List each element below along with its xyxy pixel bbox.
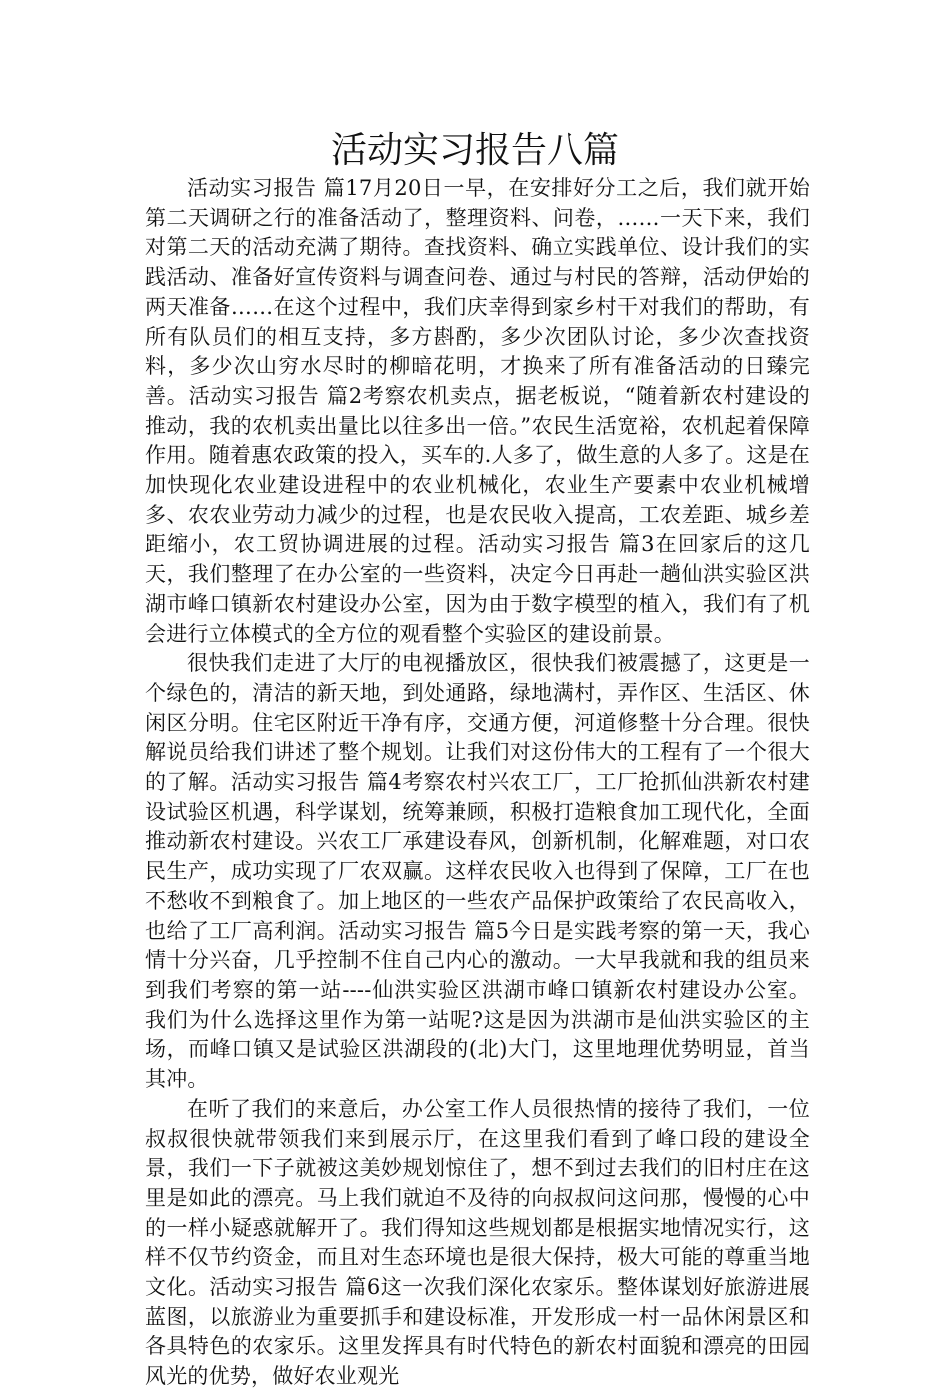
paragraph-1: 活动实习报告 篇17月20日一早，在安排好分工之后，我们就开始第二天调研之行的准备活动了，整理资料、问卷，……一天下来，我们对第二天的活动充满了期待。查找资料、确立实践单位、设计我们的实践活动、准备好宣传资料与调查问卷、通过与村民的答辩，活动伊始的两天准备……在这个过程中，我们庆幸得到家乡村干对我们的帮助，有所有队员们的相互支持，多方斟酌，多少次团队讨论，多少次查找资料，多少次山穷水尽时的柳暗花明，才换来了所有准备活动的日臻完善。活动实习报告 篇2考察农机卖点，据老板说，“随着新农村建设的推动，我的农机卖出量比以往多出一倍。”农民生活宽裕，农机起着保障作用。随着惠农政策的投入，买车的.人多了，做生意的人多了。这是在加快现化农业建设进程中的农业机械化，农业生产要素中农业机械增多、农农业劳动力减少的过程，也是农民收入提高，工农差距、城乡差距缩小，农工贸协调进展的过程。活动实习报告 篇3在回家后的这几天，我们整理了在办公室的一些资料，决定今日再赴一趟仙洪实验区洪湖市峰口镇新农村建设办公室，因为由于数字模型的植入，我们有了机会进行立体模式的全方位的观看整个实验区的建设前景。 [145,176,810,646]
paragraph-2: 很快我们走进了大厅的电视播放区，很快我们被震撼了，这更是一个绿色的，清洁的新天地，到处通路，绿地满村，弄作区、生活区、休闲区分明。住宅区附近干净有序，交通方便，河道修整十分合理。很快解说员给我们讲述了整个规划。让我们对这份伟大的工程有了一个很大的了解。活动实习报告 篇4考察农村兴农工厂，工厂抢抓仙洪新农村建设试验区机遇，科学谋划，统筹兼顾，积极打造粮食加工现代化，全面推动新农村建设。兴农工厂承建设春风，创新机制，化解难题，对口农民生产，成功实现了厂农双赢。这样农民收入也得到了保障，工厂在也不愁收不到粮食了。加上地区的一些农产品保护政策给了农民高收入，也给了工厂高利润。活动实习报告 篇5今日是实践考察的第一天，我心情十分兴奋，几乎控制不住自己内心的激动。一大早我就和我的组员来到我们考察的第一站----仙洪实验区洪湖市峰口镇新农村建设办公室。我们为什么选择这里作为第一站呢?这是因为洪湖市是仙洪实验区的主场，而峰口镇又是试验区洪湖段的(北)大门，这里地理优势明显，首当其冲。 [145,651,810,1092]
document-body [145,174,810,1392]
paragraph-3: 在听了我们的来意后，办公室工作人员很热情的接待了我们，一位叔叔很快就带领我们来到展示厅，在这里我们看到了峰口段的建设全景，我们一下子就被这美妙规划惊住了，想不到过去我们的旧村庄在这里是如此的漂亮。马上我们就迫不及待的向叔叔问这问那，慢慢的心中的一样小疑惑就解开了。我们得知这些规划都是根据实地情况实行，这样不仅节约资金，而且对生态环境也是很大保持，极大可能的尊重当地文化。活动实习报告 篇6这一次我们深化农家乐。整体谋划好旅游进展蓝图，以旅游业为重要抓手和建设标准，开发形成一村一品休闲景区和各具特色的农家乐。这里发挥具有时代特色的新农村面貌和漂亮的田园风光的优势，做好农业观光 [145,1096,810,1389]
document-title: 活动实习报告八篇 [330,130,619,171]
